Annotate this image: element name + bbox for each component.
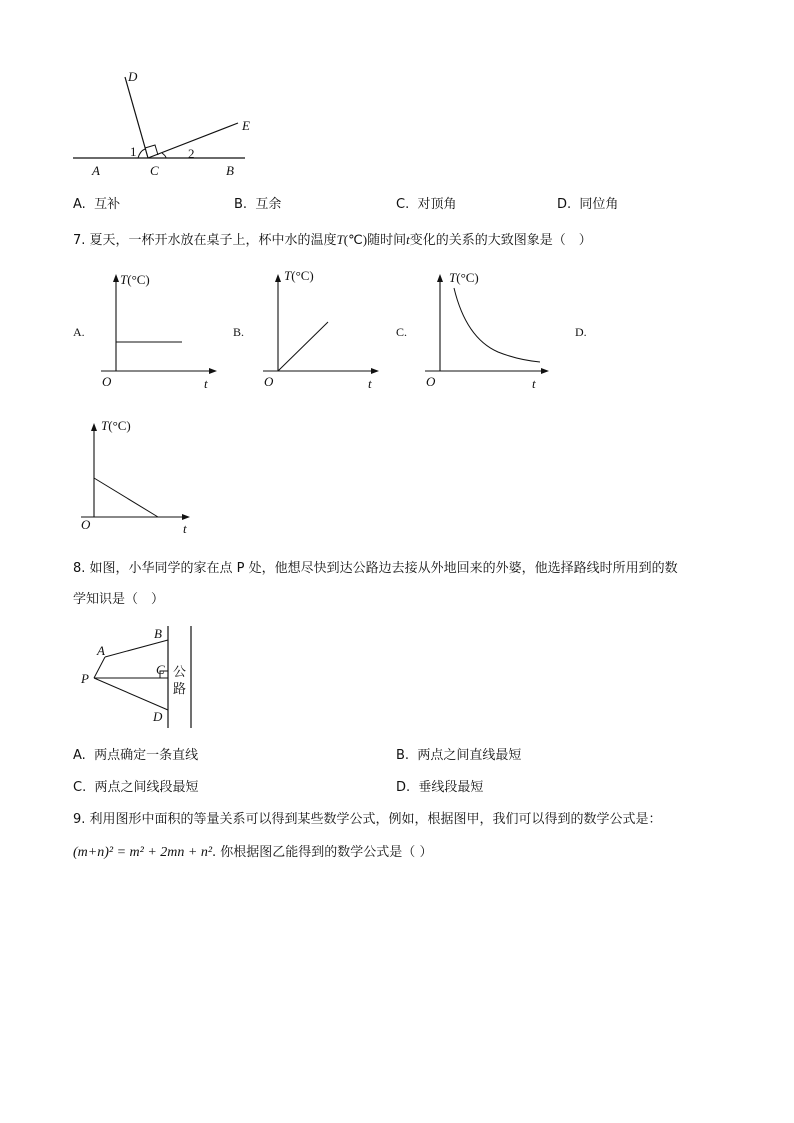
q8-option-a[interactable] bbox=[73, 744, 198, 763]
q7-option-d-label[interactable]: D. bbox=[575, 325, 587, 339]
q7-stem-part3: 变化的关系的大致图象是（ ） bbox=[409, 233, 592, 248]
q9-stem-text2: . 你根据图乙能得到的数学公式是（ ） bbox=[212, 845, 433, 860]
graph-a-x-arrow bbox=[209, 368, 217, 374]
angle-2-arc bbox=[162, 153, 166, 158]
graph-c-y-arrow bbox=[437, 274, 443, 282]
q6-option-d-text: 同位角 bbox=[579, 197, 619, 212]
q7-stem-part2: 随时间 bbox=[367, 233, 407, 248]
q6-option-d[interactable] bbox=[557, 193, 618, 212]
label-e: E bbox=[242, 118, 250, 133]
q9-stem-line1 bbox=[73, 808, 662, 827]
q6-option-a-text: 互补 bbox=[94, 197, 121, 212]
q7-stem-t: t bbox=[406, 232, 410, 247]
q9-stem-line2 bbox=[73, 841, 432, 861]
label-c: C bbox=[156, 662, 165, 677]
q6-option-a-key: A. bbox=[73, 197, 86, 212]
label-a: A bbox=[97, 643, 105, 658]
q8-option-d-key: D. bbox=[396, 780, 411, 795]
q8-option-c-key: C. bbox=[73, 780, 87, 795]
road-label-2: 路 bbox=[173, 682, 187, 697]
q8-option-c-text: 两点之间线段最短 bbox=[94, 780, 199, 795]
graph-c-t-label: T(°C) bbox=[449, 270, 479, 285]
q7-stem-part1: 夏天，一杯开水放在桌子上，杯中水的温度 bbox=[89, 233, 337, 248]
q9-stem-text1: 利用图形中面积的等量关系可以得到某些数学公式，例如，根据图甲，我们可以得到的数学公式是： bbox=[89, 812, 662, 827]
graph-b bbox=[258, 268, 388, 391]
angle-1-arc bbox=[138, 149, 145, 158]
label-d: D bbox=[153, 709, 163, 724]
label-angle-2: 2 bbox=[188, 146, 195, 161]
graph-c-curve bbox=[454, 288, 540, 362]
q8-stem-line1 bbox=[73, 557, 678, 576]
graph-d-x-label: t bbox=[183, 521, 187, 536]
graph-b-origin: O bbox=[264, 374, 274, 389]
q6-option-c[interactable] bbox=[396, 193, 457, 212]
graph-b-x-label: t bbox=[368, 376, 372, 391]
road-figure bbox=[80, 622, 210, 732]
label-angle-1: 1 bbox=[130, 144, 137, 159]
q7-number: 7. bbox=[73, 233, 86, 248]
label-b: B bbox=[226, 163, 234, 178]
q8-option-c[interactable] bbox=[73, 776, 199, 795]
q9-number: 9. bbox=[73, 812, 86, 827]
q7-stem bbox=[73, 229, 592, 248]
graph-a-t-label: T(°C) bbox=[120, 272, 150, 287]
segment-pd bbox=[94, 678, 168, 710]
graph-a bbox=[96, 270, 226, 390]
q8-option-b[interactable] bbox=[396, 744, 521, 763]
ray-cd bbox=[125, 77, 148, 158]
graph-d-y-arrow bbox=[91, 423, 97, 431]
graph-d bbox=[78, 417, 208, 542]
graph-b-y-arrow bbox=[275, 274, 281, 282]
graph-b-t-label: T(°C) bbox=[284, 268, 314, 283]
q7-stem-T: T bbox=[336, 232, 344, 247]
q8-number: 8. bbox=[73, 561, 86, 576]
graph-c-origin: O bbox=[426, 374, 436, 389]
q9-formula: (m+n)² = m² + 2mn + n² bbox=[73, 845, 213, 860]
graph-a-y-arrow bbox=[113, 274, 119, 282]
label-b: B bbox=[154, 626, 162, 641]
graph-d-x-arrow bbox=[182, 514, 190, 520]
q6-option-a[interactable] bbox=[73, 193, 120, 212]
graph-d-curve bbox=[94, 478, 158, 517]
q8-stem-text1: 如图，小华同学的家在点 P 处，他想尽快到达公路边去接从外地回来的外婆，他选择路线时所用到的数 bbox=[89, 561, 678, 576]
q8-stem-line2: 学知识是（ ） bbox=[73, 592, 165, 607]
q6-option-c-text: 对顶角 bbox=[417, 197, 457, 212]
label-p: P bbox=[81, 671, 89, 686]
q8-option-d-text: 垂线段最短 bbox=[418, 780, 484, 795]
q6-option-b[interactable] bbox=[234, 193, 281, 212]
graph-a-x-label: t bbox=[204, 376, 208, 391]
q8-option-a-text: 两点确定一条直线 bbox=[94, 748, 199, 763]
q8-option-d[interactable] bbox=[396, 776, 483, 795]
graph-d-origin: O bbox=[81, 517, 91, 532]
label-d: D bbox=[128, 69, 138, 84]
q8-option-b-text: 两点之间直线最短 bbox=[417, 748, 522, 763]
graph-b-curve bbox=[278, 322, 328, 371]
q7-option-c-label[interactable]: C. bbox=[396, 325, 408, 339]
q7-stem-unit: (℃) bbox=[343, 232, 368, 247]
q6-option-b-text: 互余 bbox=[255, 197, 282, 212]
graph-c-x-label: t bbox=[532, 376, 536, 391]
segment-pa bbox=[94, 657, 105, 678]
graph-c-x-arrow bbox=[541, 368, 549, 374]
q7-option-b-label[interactable]: B. bbox=[233, 325, 245, 339]
graph-d-t-label: T(°C) bbox=[101, 418, 131, 433]
q8-option-b-key: B. bbox=[396, 748, 410, 763]
graph-c bbox=[420, 268, 560, 391]
graph-a-origin: O bbox=[102, 374, 112, 389]
q6-option-d-key: D. bbox=[557, 197, 572, 212]
q6-option-c-key: C. bbox=[396, 197, 410, 212]
q6-option-b-key: B. bbox=[234, 197, 248, 212]
angle-figure bbox=[70, 65, 270, 180]
segment-ab bbox=[105, 640, 168, 657]
label-a: A bbox=[92, 163, 100, 178]
graph-b-x-arrow bbox=[371, 368, 379, 374]
q8-option-a-key: A. bbox=[73, 748, 86, 763]
road-label-1: 公 bbox=[173, 665, 187, 680]
label-c: C bbox=[150, 163, 159, 178]
q7-option-a-label[interactable]: A. bbox=[73, 325, 85, 339]
